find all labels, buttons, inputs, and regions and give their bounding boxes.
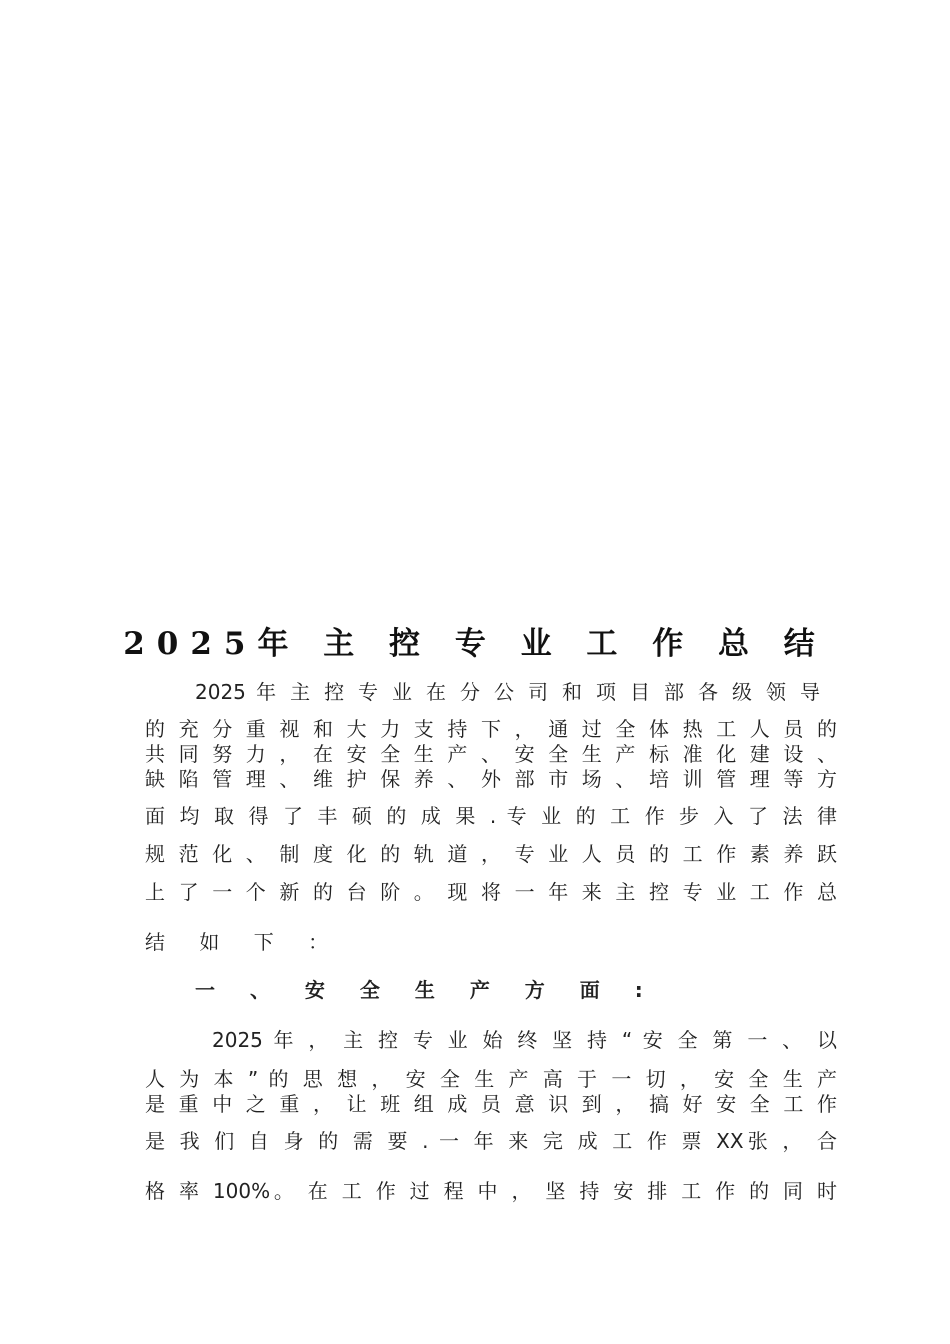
paragraph-line: 人 为 本 ” 的 思 想 ， 安 全 生 产 高 于 一 切 ， 安 全 生 产 bbox=[145, 1067, 837, 1091]
paragraph-line: 规 范 化 、 制 度 化 的 轨 道 ， 专 业 人 员 的 工 作 素 养 跃 bbox=[145, 842, 837, 866]
document-title: 2025年 主 控 专 业 工 作 总 结 bbox=[123, 626, 827, 662]
paragraph-line: 面 均 取 得 了 丰 硕 的 成 果 . 专 业 的 工 作 步 入 了 法 律 bbox=[145, 804, 837, 828]
paragraph-line: 是 我 们 自 身 的 需 要 . 一 年 来 完 成 工 作 票 XX张 ， 合 bbox=[145, 1129, 837, 1153]
paragraph-line: 2025 年 主 控 专 业 在 分 公 司 和 项 目 部 各 级 领 导 bbox=[195, 680, 820, 704]
paragraph-line: 结 如 下 ： bbox=[145, 930, 343, 954]
paragraph-line: 2025 年 ， 主 控 专 业 始 终 坚 持 “ 安 全 第 一 、 以 bbox=[212, 1028, 837, 1052]
section-heading: 一 、 安 全 生 产 方 面 : bbox=[195, 978, 657, 1002]
paragraph-line: 共 同 努 力 ， 在 安 全 生 产 、 安 全 生 产 标 准 化 建 设 、 bbox=[145, 742, 837, 766]
paragraph-line: 是 重 中 之 重 ， 让 班 组 成 员 意 识 到 ， 搞 好 安 全 工 作 bbox=[145, 1092, 837, 1116]
paragraph-line: 格 率 100%。 在 工 作 过 程 中 ， 坚 持 安 排 工 作 的 同 时 bbox=[145, 1179, 837, 1203]
paragraph-line: 的 充 分 重 视 和 大 力 支 持 下 ， 通 过 全 体 热 工 人 员 的 bbox=[145, 717, 837, 741]
paragraph-line: 缺 陷 管 理 、 维 护 保 养 、 外 部 市 场 、 培 训 管 理 等 方 bbox=[145, 767, 837, 791]
paragraph-line: 上 了 一 个 新 的 台 阶 。 现 将 一 年 来 主 控 专 业 工 作 总 bbox=[145, 880, 837, 904]
